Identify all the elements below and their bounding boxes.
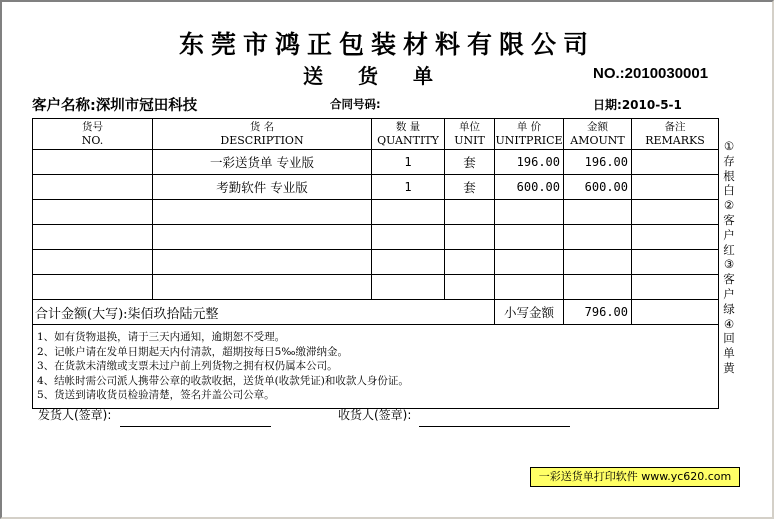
notes-row bbox=[33, 325, 719, 409]
cell-unit bbox=[445, 200, 495, 225]
cell-description bbox=[153, 250, 372, 275]
cell-unitprice: 196.00 bbox=[495, 150, 564, 175]
column-header-quantity: 数 量 QUANTITY bbox=[372, 119, 445, 150]
cell-quantity bbox=[372, 275, 445, 300]
table-row bbox=[33, 250, 719, 275]
items-table bbox=[32, 118, 719, 409]
cell-unit bbox=[445, 275, 495, 300]
cell-quantity: 1 bbox=[372, 150, 445, 175]
cell-no bbox=[33, 225, 153, 250]
customer-name bbox=[32, 94, 197, 115]
cell-unit: 套 bbox=[445, 175, 495, 200]
cell-no bbox=[33, 175, 153, 200]
cell-quantity bbox=[372, 200, 445, 225]
column-header-unit: 单位 UNIT bbox=[445, 119, 495, 150]
table-row bbox=[33, 175, 719, 200]
small-total-value: 796.00 bbox=[564, 300, 632, 325]
cell-amount bbox=[564, 250, 632, 275]
customer-label: 客户名称: bbox=[32, 98, 96, 114]
cell-amount: 600.00 bbox=[564, 175, 632, 200]
note-item: 4、结帐时需公司派人携带公章的收款收据，送货单(收款凭证)和收款人身份证。 bbox=[37, 374, 409, 387]
cell-remarks bbox=[632, 200, 719, 225]
total-remarks-cell bbox=[632, 300, 719, 325]
total-row bbox=[33, 300, 719, 325]
small-total-label: 小写金额 bbox=[495, 300, 564, 325]
note-item: 3、在货款未清缴或支票未过户前上列货物之拥有权仍属本公司。 bbox=[37, 360, 338, 372]
cell-description bbox=[153, 225, 372, 250]
cell-description bbox=[153, 200, 372, 225]
cell-amount: 196.00 bbox=[564, 150, 632, 175]
document-number: NO.:2010030001 bbox=[593, 65, 709, 82]
cell-no bbox=[33, 200, 153, 225]
cell-remarks bbox=[632, 275, 719, 300]
cell-unitprice bbox=[495, 275, 564, 300]
cell-quantity bbox=[372, 225, 445, 250]
note-item: 1、如有货物退换，请于三天内通知，逾期恕不受理。 bbox=[37, 331, 286, 343]
cell-remarks bbox=[632, 150, 719, 175]
cell-description bbox=[153, 275, 372, 300]
note-item: 5、货送到请收货员检验清楚，签名并盖公司公章。 bbox=[37, 389, 275, 401]
receiver-signature-line bbox=[419, 426, 570, 427]
customer-value: 深圳市冠田科技 bbox=[95, 98, 198, 114]
delivery-date bbox=[593, 96, 682, 113]
cell-unitprice bbox=[495, 250, 564, 275]
date-value: 2010-5-1 bbox=[621, 98, 682, 112]
sender-signature-line bbox=[120, 426, 271, 427]
company-name: 东莞市鸿正包装材料有限公司 bbox=[178, 30, 595, 59]
column-header-unitprice: 单 价 UNITPRICE bbox=[495, 119, 564, 150]
total-amount-words: 合计金额(大写):柒佰玖拾陆元整 bbox=[33, 300, 495, 325]
cell-no bbox=[33, 150, 153, 175]
terms-notes bbox=[33, 325, 719, 409]
cell-amount bbox=[564, 275, 632, 300]
table-row bbox=[33, 225, 719, 250]
cell-no bbox=[33, 275, 153, 300]
receiver-signature-label: 收货人(签章): bbox=[338, 408, 412, 422]
column-header-amount: 金额 AMOUNT bbox=[564, 119, 632, 150]
cell-quantity: 1 bbox=[372, 175, 445, 200]
software-ad-link[interactable]: 一彩送货单打印软件 www.yc620.com bbox=[530, 467, 740, 487]
cell-remarks bbox=[632, 225, 719, 250]
table-row bbox=[33, 275, 719, 300]
contract-number bbox=[330, 96, 381, 112]
cell-remarks bbox=[632, 175, 719, 200]
note-item: 2、记帐户请在发单日期起天内付清款，超期按每日5‰缴滞纳金。 bbox=[37, 345, 348, 358]
cell-amount bbox=[564, 225, 632, 250]
cell-unit bbox=[445, 250, 495, 275]
cell-quantity bbox=[372, 250, 445, 275]
cell-unitprice: 600.00 bbox=[495, 175, 564, 200]
column-header-remarks: 备注 REMARKS bbox=[632, 119, 719, 150]
cell-unitprice bbox=[495, 200, 564, 225]
contract-label: 合同号码: bbox=[330, 97, 381, 111]
sender-signature-label: 发货人(签章): bbox=[38, 408, 112, 422]
cell-unitprice bbox=[495, 225, 564, 250]
cell-unit: 套 bbox=[445, 150, 495, 175]
table-row bbox=[33, 200, 719, 225]
copy-distribution-label: ①存根白②客户红③客户绿④回单黄 bbox=[723, 139, 735, 375]
cell-description: 一彩送货单 专业版 bbox=[153, 150, 372, 175]
cell-unit bbox=[445, 225, 495, 250]
date-label: 日期: bbox=[593, 98, 622, 112]
column-header-description: 货 名 DESCRIPTION bbox=[153, 119, 372, 150]
cell-amount bbox=[564, 200, 632, 225]
table-row bbox=[33, 150, 719, 175]
cell-remarks bbox=[632, 250, 719, 275]
document-title: 送 货 单 bbox=[303, 64, 447, 88]
column-header-no: 货号 NO. bbox=[33, 119, 153, 150]
cell-description: 考勤软件 专业版 bbox=[153, 175, 372, 200]
cell-no bbox=[33, 250, 153, 275]
table-header-row bbox=[33, 119, 719, 150]
